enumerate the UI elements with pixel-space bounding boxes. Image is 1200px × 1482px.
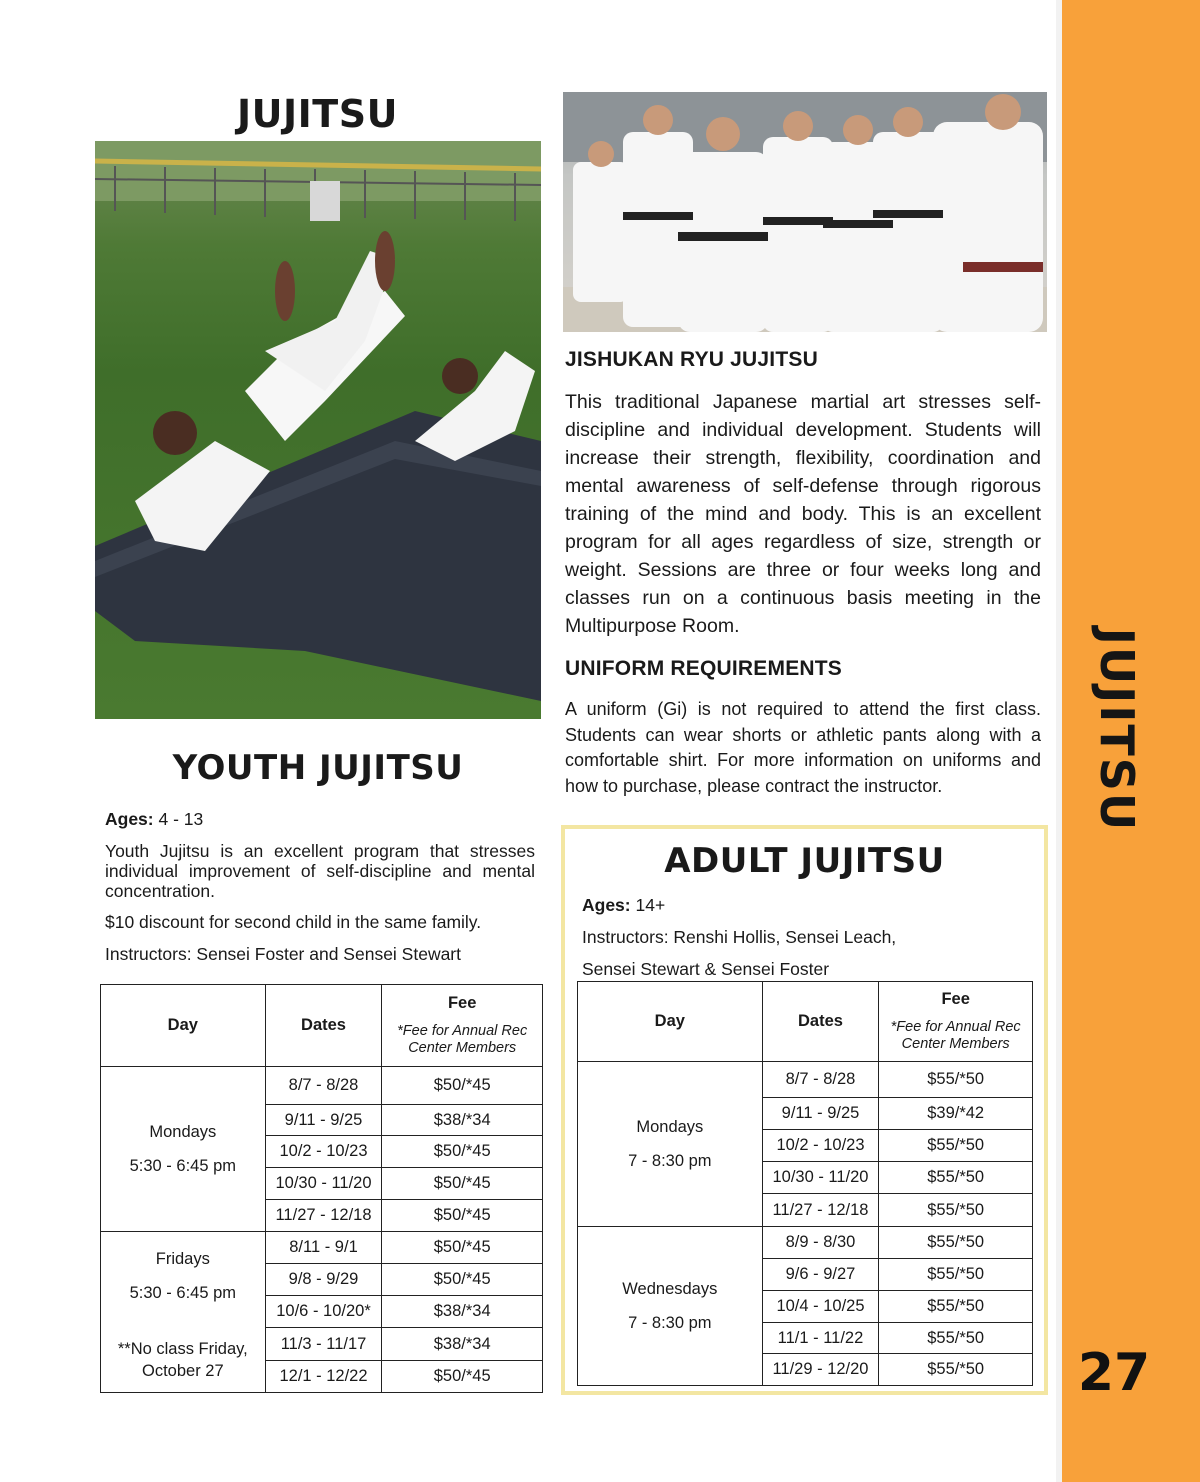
dates-cell: 11/29 - 12/20 [762,1354,879,1386]
sidebar-section-label: JUJITSU [1090,627,1144,833]
youth-ages-label: Ages: [105,809,154,829]
program-heading: JISHUKAN RYU JUJITSU [565,348,818,371]
dates-cell: 11/3 - 11/17 [265,1328,382,1361]
adult-section-title: ADULT JUJITSU [664,841,945,881]
adult-ages-value: 14+ [635,895,666,915]
adult-ages-label: Ages: [582,895,631,915]
fee-header-label: Fee [941,990,970,1008]
fee-cell: $50/*45 [382,1067,543,1105]
fee-cell: $55/*50 [879,1259,1033,1291]
fee-cell: $50/*45 [382,1232,543,1264]
youth-photo-illustration [95,141,541,719]
dates-cell: 9/6 - 9/27 [762,1259,879,1291]
fee-cell: $38/*34 [382,1105,543,1136]
table-header-row [578,982,1033,1062]
youth-schedule-table [100,984,543,1393]
table-row [578,1227,1033,1259]
adult-instructors-line2: Sensei Stewart & Sensei Foster [582,959,830,979]
fee-cell: $50/*45 [382,1200,543,1232]
day-name: Wednesdays [622,1280,718,1298]
fee-cell: $50/*45 [382,1361,543,1393]
no-class-note: **No class Friday, October 27 [117,1340,248,1380]
program-description: This traditional Japanese martial art stresses self-discipline and individual development. Students will increase their strength, flexibility, coordination and mental awareness of self-defense through rigorous training of the mind and body. This is an excellent program for all ages regardless of size, strength or weight. Sessions are three or four weeks long and classes run on a continuous basis meeting in the Multipurpose Room. [565,391,1041,637]
dates-cell: 8/9 - 8/30 [762,1227,879,1259]
day-header: Day [578,982,763,1062]
table-header-row [101,985,543,1067]
dates-cell: 11/27 - 12/18 [762,1194,879,1227]
youth-instructors: Instructors: Sensei Foster and Sensei Stewart [105,944,461,964]
dates-cell: 9/8 - 9/29 [265,1264,382,1296]
fee-cell: $50/*45 [382,1168,543,1200]
dates-header: Dates [265,985,382,1067]
adult-ages [582,895,665,916]
page-title: JUJITSU [237,92,398,136]
fee-cell: $55/*50 [879,1162,1033,1194]
fee-member-note: *Fee for Annual Rec Center Members [890,1019,1021,1052]
youth-discount: $10 discount for second child in the same family. [105,912,482,932]
day-time: 7 - 8:30 pm [628,1152,712,1170]
fee-cell: $55/*50 [879,1130,1033,1162]
page-number: 27 [1077,1343,1151,1403]
dates-cell: 10/6 - 10/20* [265,1296,382,1328]
day-name: Mondays [149,1123,217,1141]
youth-ages [105,809,535,830]
fee-cell: $39/*42 [879,1098,1033,1130]
fee-cell: $38/*34 [382,1328,543,1361]
table-row [101,1067,543,1105]
dates-cell: 11/27 - 12/18 [265,1200,382,1232]
dates-cell: 9/11 - 9/25 [762,1098,879,1130]
fee-cell: $50/*45 [382,1136,543,1168]
adult-jujitsu-photo [563,92,1047,332]
dates-cell: 10/2 - 10/23 [762,1130,879,1162]
adult-photo-illustration [563,92,1047,332]
youth-section-title: YOUTH JUJITSU [172,748,464,788]
dates-cell: 10/4 - 10/25 [762,1291,879,1323]
adult-instructors-line1: Instructors: Renshi Hollis, Sensei Leach, [582,927,897,947]
day-cell [578,1062,763,1227]
fee-cell: $55/*50 [879,1194,1033,1227]
dates-cell: 10/30 - 11/20 [265,1168,382,1200]
youth-jujitsu-photo [95,141,541,719]
day-header: Day [101,985,266,1067]
fee-header [382,985,543,1067]
dates-cell: 8/11 - 9/1 [265,1232,382,1264]
youth-ages-value: 4 - 13 [158,809,204,829]
dates-cell: 11/1 - 11/22 [762,1323,879,1354]
uniform-description: A uniform (Gi) is not required to attend the first class. Students can wear shorts or athletic pants along with a comfortable shirt. For more information on uniforms and how to purchase, please contract the instructor. [565,699,1041,796]
fee-cell: $55/*50 [879,1227,1033,1259]
dates-cell: 9/11 - 9/25 [265,1105,382,1136]
table-row [578,1062,1033,1098]
fee-cell: $38/*34 [382,1296,543,1328]
day-cell [101,1232,266,1393]
fee-cell: $55/*50 [879,1291,1033,1323]
table-row [101,1232,543,1264]
fee-cell: $50/*45 [382,1264,543,1296]
fee-cell: $55/*50 [879,1323,1033,1354]
fee-header-label: Fee [447,994,477,1012]
fee-header [879,982,1033,1062]
adult-schedule-table [577,981,1033,1386]
fee-member-note: *Fee for Annual Rec Center Members [397,1023,528,1056]
dates-cell: 8/7 - 8/28 [265,1067,382,1105]
uniform-heading: UNIFORM REQUIREMENTS [565,657,842,680]
fee-cell: $55/*50 [879,1062,1033,1098]
fee-cell: $55/*50 [879,1354,1033,1386]
day-name: Fridays [155,1250,210,1268]
dates-header: Dates [762,982,879,1062]
dates-cell: 8/7 - 8/28 [762,1062,879,1098]
dates-cell: 12/1 - 12/22 [265,1361,382,1393]
day-time: 7 - 8:30 pm [628,1314,712,1332]
dates-cell: 10/30 - 11/20 [762,1162,879,1194]
day-time: 5:30 - 6:45 pm [129,1157,237,1175]
dates-cell: 10/2 - 10/23 [265,1136,382,1168]
youth-description: Youth Jujitsu is an excellent program that stresses individual improvement of self-discipline and mental concentration. [105,841,535,901]
day-time: 5:30 - 6:45 pm [129,1284,237,1302]
day-cell [578,1227,763,1386]
day-name: Mondays [636,1118,704,1136]
day-cell [101,1067,266,1232]
